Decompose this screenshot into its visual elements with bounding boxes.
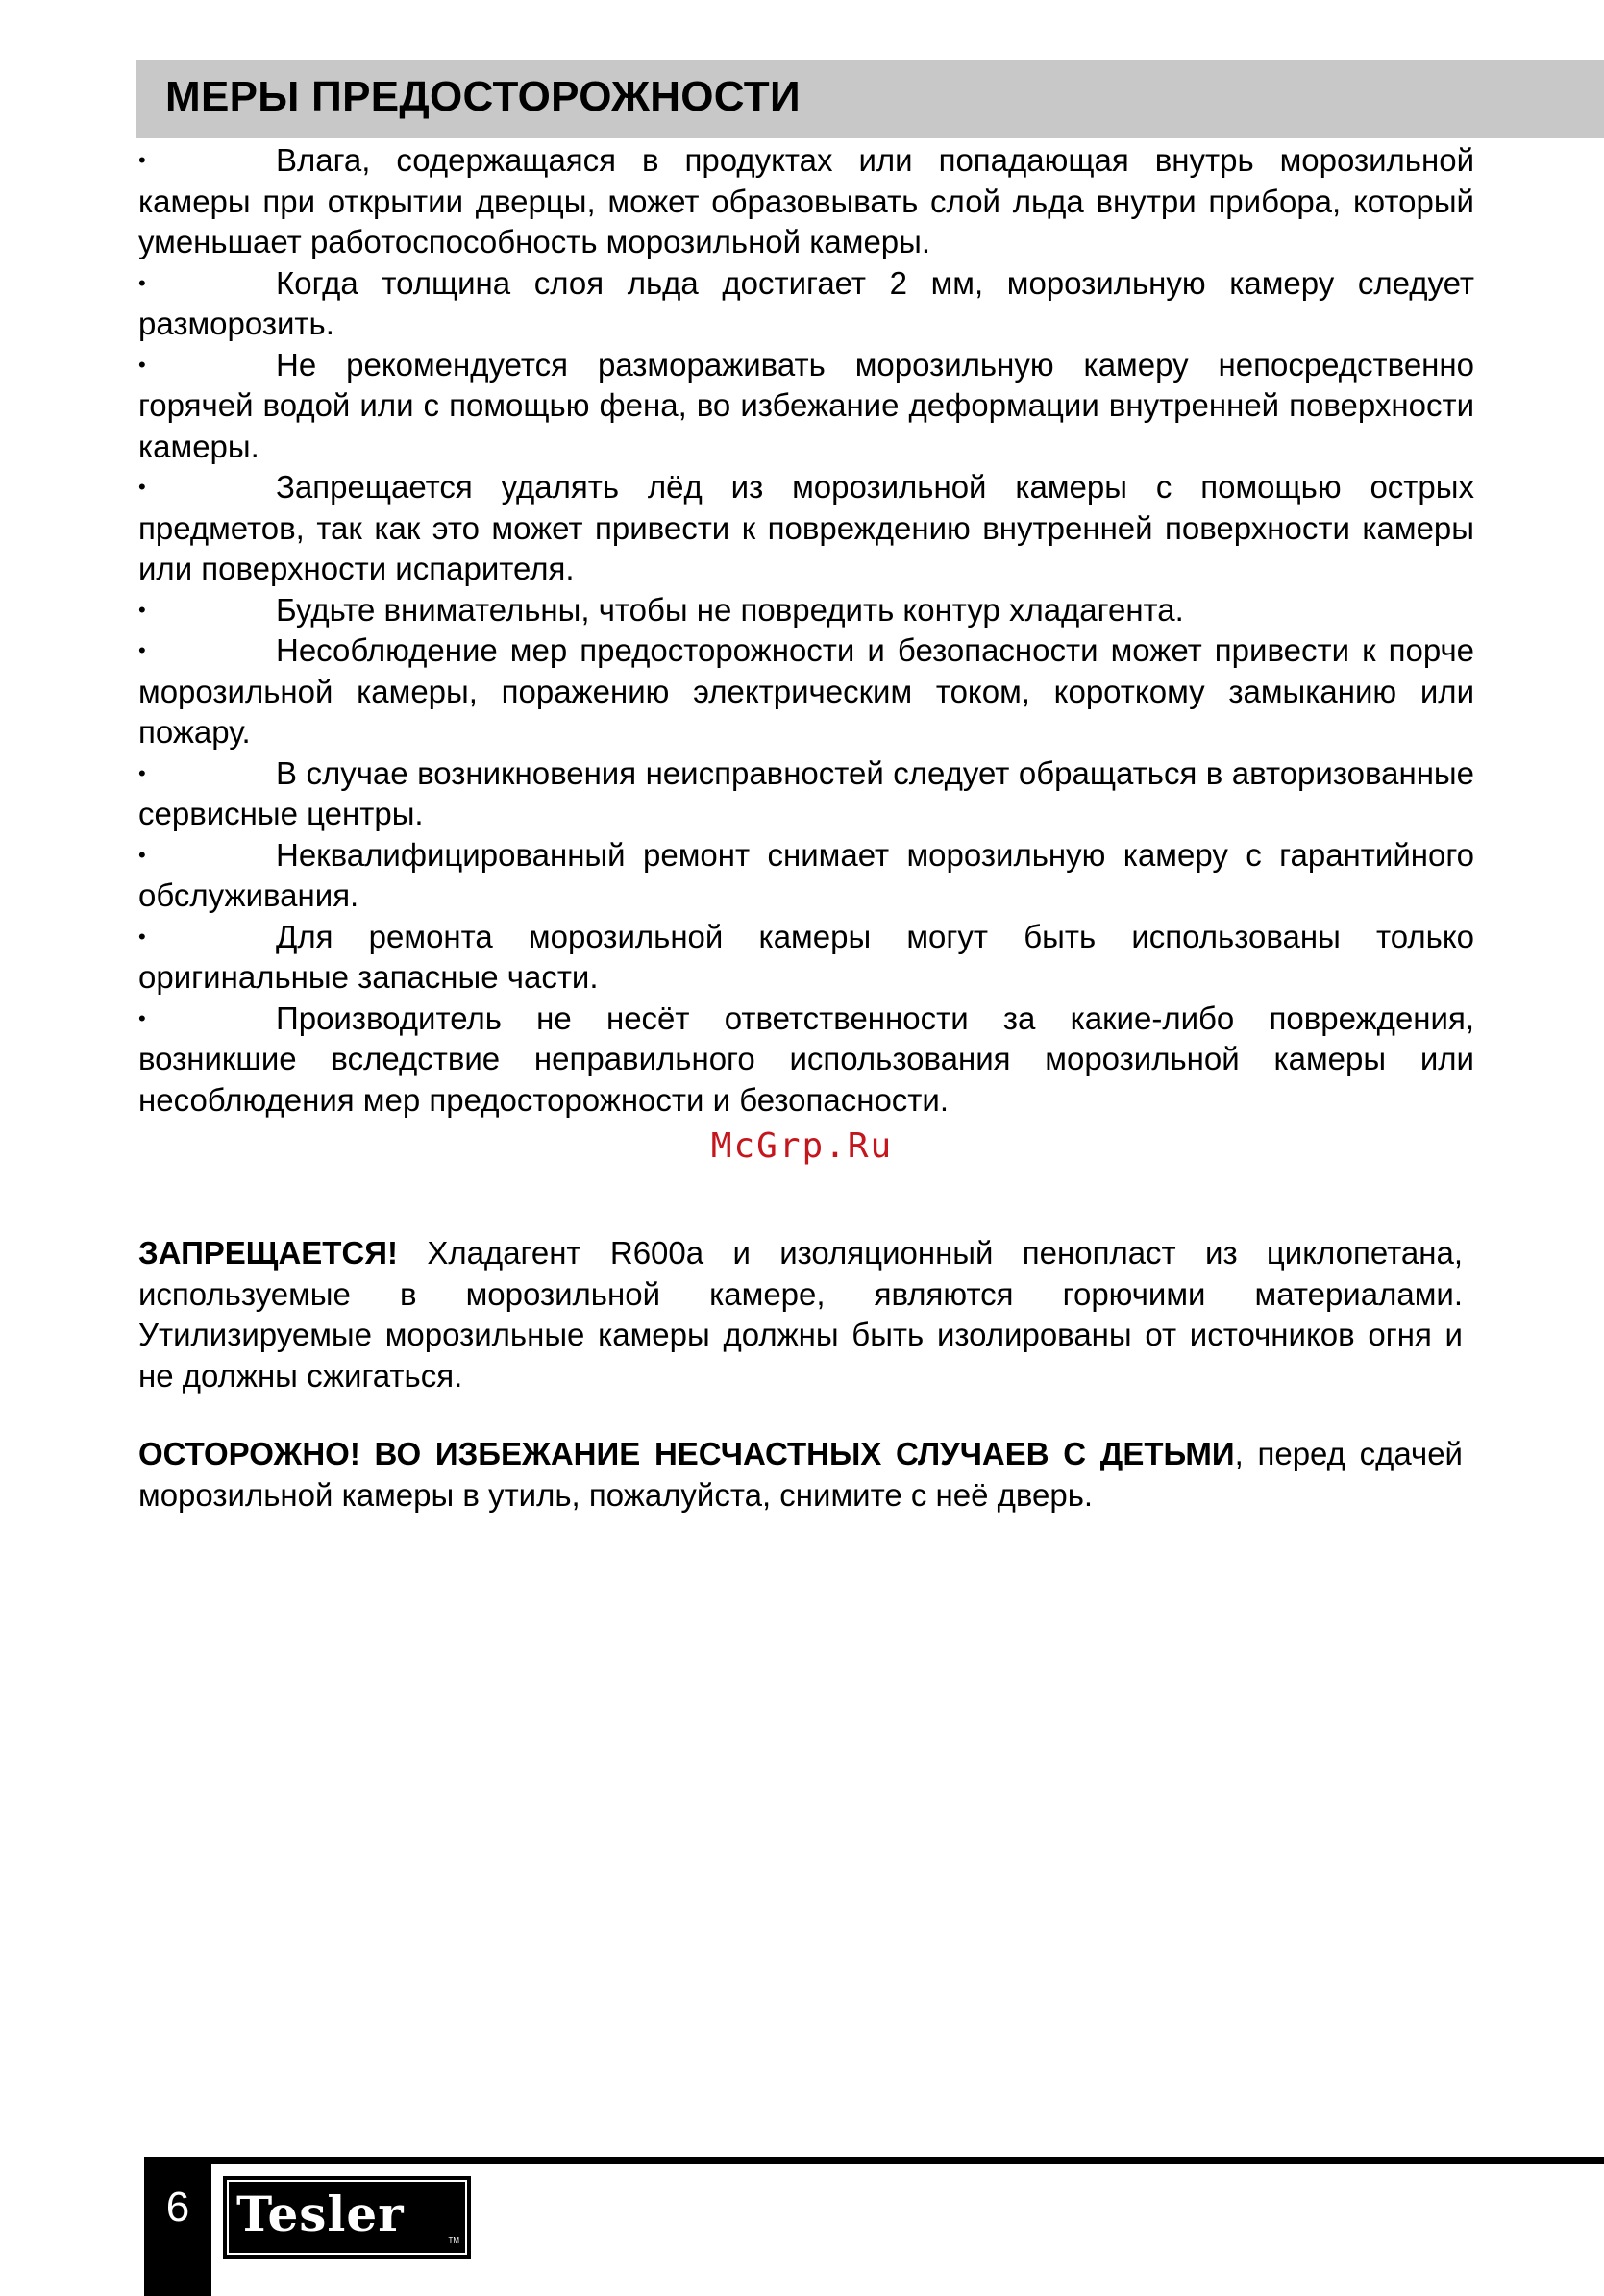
section-header xyxy=(136,60,1604,138)
bullet-icon: • xyxy=(138,270,146,295)
brand-logo xyxy=(223,2176,471,2259)
list-item xyxy=(138,140,1474,263)
bullet-icon: • xyxy=(138,148,146,172)
page-number: 6 xyxy=(165,2184,190,2231)
list-item xyxy=(138,263,1474,345)
flammable-warning xyxy=(138,1233,1463,1396)
bullet-icon: • xyxy=(138,760,146,785)
list-item-text: Когда толщина слоя льда достигает 2 мм, морозильную камеру следует разморозить. xyxy=(138,264,1474,341)
list-item-text: Несоблюдение мер предосторожности и безопасности может привести к порче морозильной камеры, поражению электрическим током, короткому замыканию или пожару. xyxy=(138,632,1474,750)
list-item-text: Неквалифицированный ремонт снимает морозильную камеру с гарантийного обслуживания. xyxy=(138,836,1474,913)
list-item xyxy=(138,835,1474,917)
list-item xyxy=(138,999,1474,1122)
footer-divider xyxy=(144,2157,1604,2164)
list-item-text: Запрещается удалять лёд из морозильной камеры с помощью острых предметов, так как это может привести к повреждению внутренней поверхности камеры или поверхности испарителя. xyxy=(138,469,1474,586)
bullet-icon: • xyxy=(138,597,146,622)
logo-trademark: TM xyxy=(448,2236,459,2245)
warning-heading: ОСТОРОЖНО! ВО ИЗБЕЖАНИЕ НЕСЧАСТНЫХ СЛУЧАЕВ С ДЕТЬМИ xyxy=(138,1436,1235,1471)
logo-wordmark: Tesler xyxy=(236,2185,405,2242)
bullet-icon: • xyxy=(138,638,146,662)
warning-text: Хладагент R600a и изоляционный пенопласт из циклопетана, используемые в морозильной камере, являются горючими материалами. Утилизируемые морозильные камеры должны быть изолированы от источников огня и не должны сжигаться. xyxy=(138,1235,1463,1394)
list-item-text: Производитель не несёт ответственности за какие-либо повреждения, возникшие вследствие неправильного использования морозильной камеры или несоблюдения мер предосторожности и безопасности. xyxy=(138,1000,1474,1118)
list-item xyxy=(138,917,1474,999)
list-item-text: Для ремонта морозильной камеры могут быть использованы только оригинальные запасные части. xyxy=(138,918,1474,995)
bullet-icon: • xyxy=(138,352,146,377)
child-safety-warning xyxy=(138,1434,1463,1516)
bullet-icon: • xyxy=(138,475,146,499)
list-item xyxy=(138,630,1474,753)
watermark: McGrp.Ru xyxy=(710,1126,894,1166)
list-item xyxy=(138,345,1474,468)
list-item-text: Влага, содержащаяся в продуктах или попадающая внутрь морозильной камеры при открытии дверцы, может образовывать слой льда внутри прибора, который уменьшает работоспособность морозильной камеры. xyxy=(138,142,1474,259)
page-title: МЕРЫ ПРЕДОСТОРОЖНОСТИ xyxy=(165,73,801,120)
list-item xyxy=(138,753,1474,835)
warning-text: , перед сдачей морозильной камеры в утиль, пожалуйста, снимите с неё дверь. xyxy=(138,1436,1463,1513)
list-item-text: В случае возникновения неисправностей следует обращаться в авторизованные сервисные центры. xyxy=(138,754,1474,831)
list-item xyxy=(138,590,1474,631)
list-item xyxy=(138,467,1474,590)
bullet-icon: • xyxy=(138,842,146,867)
precautions-list xyxy=(138,140,1474,1121)
warning-heading: ЗАПРЕЩАЕТСЯ! xyxy=(138,1235,398,1271)
bullet-icon: • xyxy=(138,1005,146,1030)
list-item-text: Не рекомендуется размораживать морозильную камеру непосредственно горячей водой или с помощью фена, во избежание деформации внутренней поверхности камеры. xyxy=(138,346,1474,464)
list-item-text: Будьте внимательны, чтобы не повредить контур хладагента. xyxy=(276,591,1184,628)
bullet-icon: • xyxy=(138,924,146,949)
